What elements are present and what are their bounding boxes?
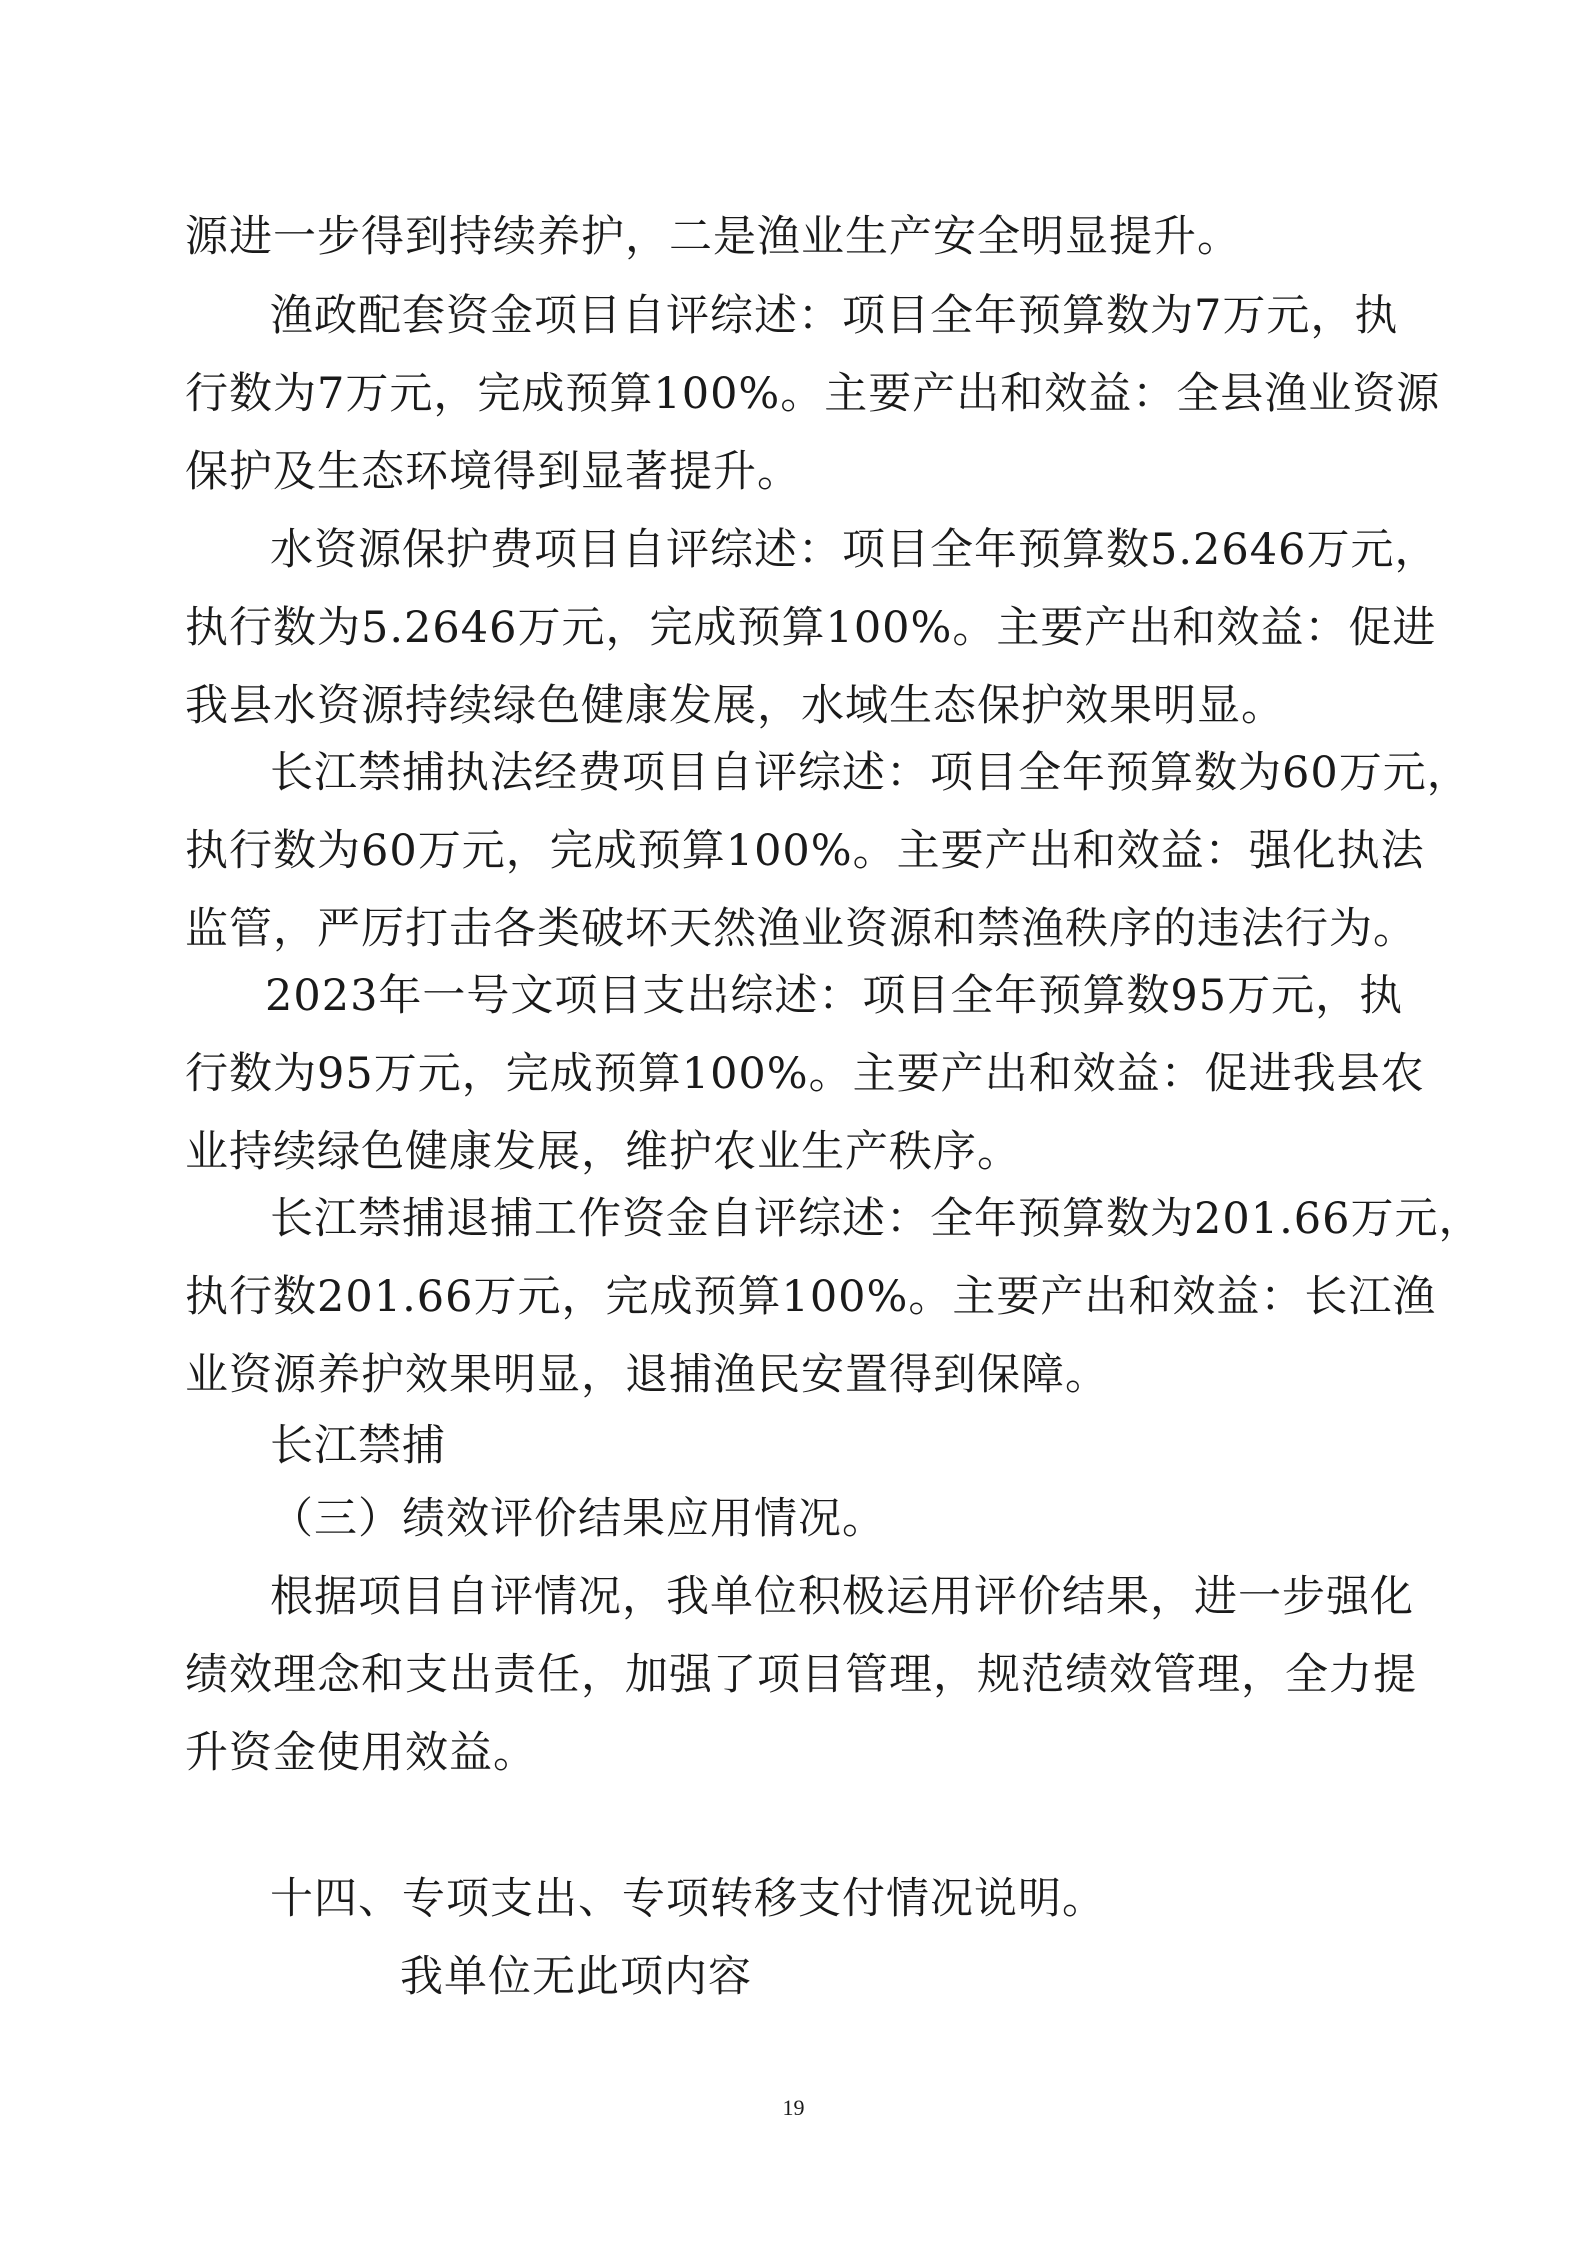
text-line: 长江禁捕 — [270, 1421, 446, 1471]
text-line: 执行数201.66万元，完成预算100%。主要产出和效益：长江渔 — [185, 1272, 1437, 1322]
text-line: 根据项目自评情况，我单位积极运用评价结果，进一步强化 — [270, 1572, 1414, 1622]
text-line: 渔政配套资金项目自评综述：项目全年预算数为7万元，执 — [270, 291, 1399, 341]
page-number: 19 — [782, 2095, 805, 2120]
text-line: 长江禁捕执法经费项目自评综述：项目全年预算数为60万元， — [270, 748, 1471, 798]
text-line: 我县水资源持续绿色健康发展，水域生态保护效果明显。 — [185, 681, 1285, 731]
text-line: 源进一步得到持续养护，二是渔业生产安全明显提升。 — [185, 212, 1241, 262]
text-line: 绩效理念和支出责任，加强了项目管理，规范绩效管理，全力提 — [185, 1650, 1417, 1700]
text-line: 保护及生态环境得到显著提升。 — [185, 447, 801, 497]
text-line: 执行数为60万元，完成预算100%。主要产出和效益：强化执法 — [185, 826, 1425, 876]
text-line: 监管，严厉打击各类破坏天然渔业资源和禁渔秩序的违法行为。 — [185, 904, 1417, 954]
section-heading: 十四、专项支出、专项转移支付情况说明。 — [270, 1874, 1106, 1924]
text-line: 执行数为5.2646万元，完成预算100%。主要产出和效益：促进 — [185, 603, 1437, 653]
text-line: 行数为95万元，完成预算100%。主要产出和效益：促进我县农 — [185, 1049, 1425, 1099]
text-line: 水资源保护费项目自评综述：项目全年预算数5.2646万元， — [270, 525, 1439, 575]
section-heading: （三）绩效评价结果应用情况。 — [270, 1494, 886, 1544]
text-line: 升资金使用效益。 — [185, 1728, 537, 1778]
text-line: 长江禁捕退捕工作资金自评综述：全年预算数为201.66万元， — [270, 1194, 1483, 1244]
text-line: 2023年一号文项目支出综述：项目全年预算数95万元，执 — [265, 971, 1404, 1021]
text-line: 业资源养护效果明显，退捕渔民安置得到保障。 — [185, 1350, 1109, 1400]
text-line: 我单位无此项内容 — [400, 1952, 752, 2002]
text-line: 业持续绿色健康发展，维护农业生产秩序。 — [185, 1127, 1021, 1177]
text-line: 行数为7万元，完成预算100%。主要产出和效益：全县渔业资源 — [185, 369, 1441, 419]
